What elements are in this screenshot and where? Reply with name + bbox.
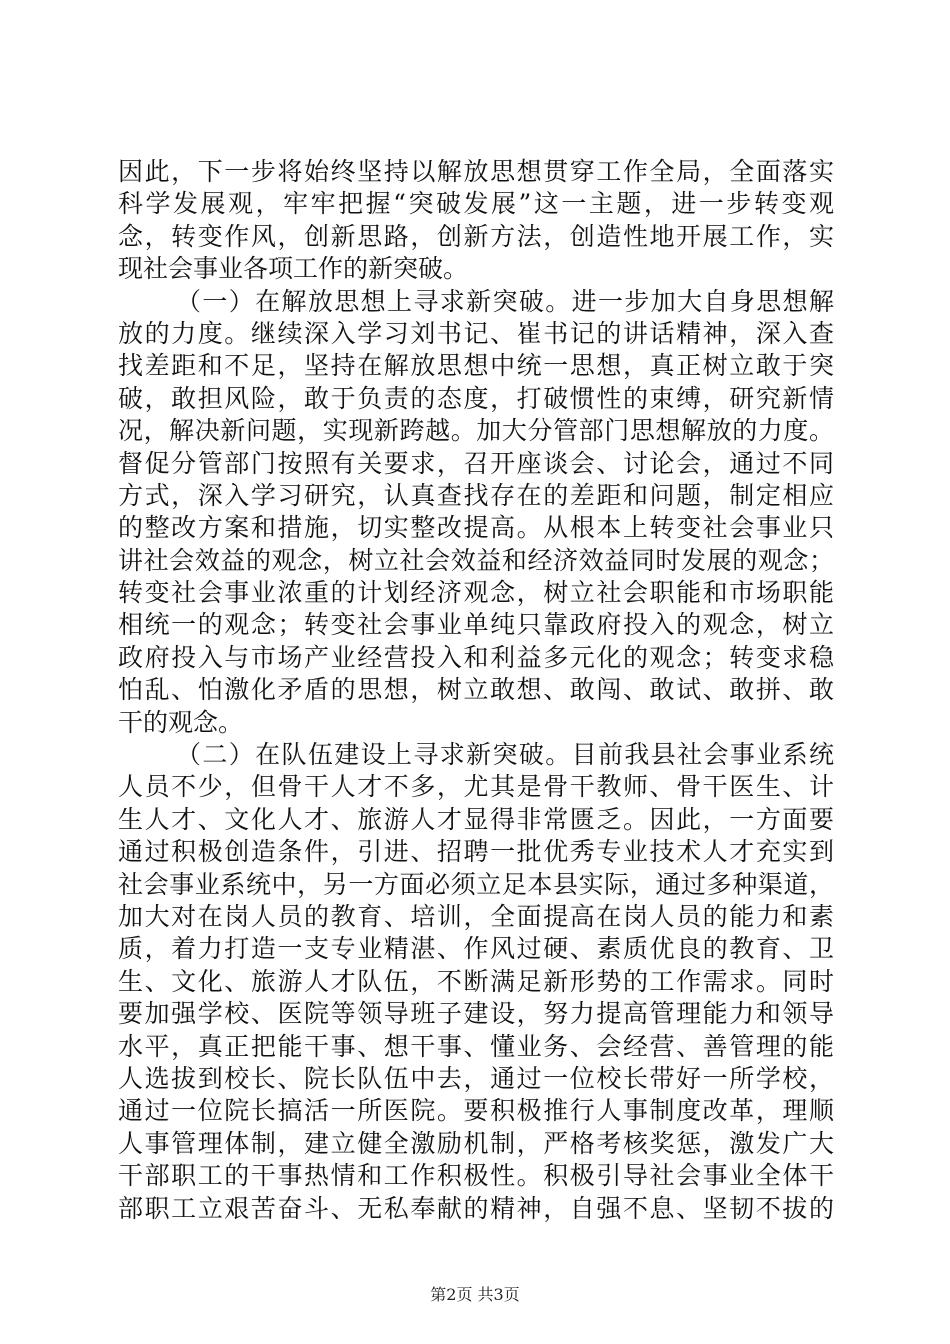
text-line: 生、文化、旅游人才队伍，不断满足新形势的工作需求。同时: [118, 966, 834, 996]
text-line: 怕乱、怕激化矛盾的思想，树立敢想、敢闯、敢试、敢拼、敢: [118, 675, 834, 705]
text-line: 破，敢担风险，敢于负责的态度，打破惯性的束缚，研究新情: [118, 383, 834, 413]
text-line: 干部职工的干事热情和工作积极性。积极引导社会事业全体干: [118, 1161, 834, 1191]
text-line: 放的力度。继续深入学习刘书记、崔书记的讲话精神，深入查: [118, 318, 834, 348]
text-line: 况，解决新问题，实现新跨越。加大分管部门思想解放的力度。: [118, 416, 834, 446]
text-line: 水平，真正把能干事、想干事、懂业务、会经营、善管理的能: [118, 1031, 834, 1061]
text-line: 通过积极创造条件，引进、招聘一批优秀专业技术人才充实到: [118, 837, 834, 867]
page-number-label: 第2页 共3页: [430, 1285, 520, 1304]
text-line: 人事管理体制，建立健全激励机制，严格考核奖惩，激发广大: [118, 1128, 834, 1158]
text-line: 通过一位院长搞活一所医院。要积极推行人事制度改革，理顺: [118, 1096, 834, 1126]
text-line: 方式，深入学习研究，认真查找存在的差距和问题，制定相应: [118, 480, 834, 510]
text-line: 政府投入与市场产业经营投入和利益多元化的观念；转变求稳: [118, 642, 834, 672]
section-1-heading-line: （一）在解放思想上寻求新突破。进一步加大自身思想解: [176, 286, 834, 316]
section-2-heading-line: （二）在队伍建设上寻求新突破。目前我县社会事业系统: [176, 740, 834, 770]
text-line: 人员不少，但骨干人才不多，尤其是骨干教师、骨干医生、计: [118, 772, 834, 802]
text-line: 要加强学校、医院等领导班子建设，努力提高管理能力和领导: [118, 999, 834, 1029]
text-line: 加大对在岗人员的教育、培训，全面提高在岗人员的能力和素: [118, 901, 834, 931]
text-line: 相统一的观念；转变社会事业单纯只靠政府投入的观念，树立: [118, 610, 834, 640]
text-line: 转变社会事业浓重的计划经济观念，树立社会职能和市场职能: [118, 578, 834, 608]
text-line: 督促分管部门按照有关要求，召开座谈会、讨论会，通过不同: [118, 448, 834, 478]
text-line: 质，着力打造一支专业精湛、作风过硬、素质优良的教育、卫: [118, 934, 834, 964]
text-line: 找差距和不足，坚持在解放思想中统一思想，真正树立敢于突: [118, 351, 834, 381]
text-line: 干的观念。: [118, 707, 244, 737]
text-line: 生人才、文化人才、旅游人才显得非常匮乏。因此，一方面要: [118, 804, 834, 834]
text-line: 讲社会效益的观念，树立社会效益和经济效益同时发展的观念；: [118, 545, 834, 575]
text-line: 念，转变作风，创新思路，创新方法，创造性地开展工作，实: [118, 221, 834, 251]
text-line: 人选拔到校长、院长队伍中去，通过一位校长带好一所学校，: [118, 1063, 834, 1093]
page-footer: [0, 1282, 950, 1305]
text-line: 社会事业系统中，另一方面必须立足本县实际，通过多种渠道，: [118, 869, 834, 899]
text-line: 因此，下一步将始终坚持以解放思想贯穿工作全局，全面落实: [118, 157, 834, 186]
text-line: 现社会事业各项工作的新突破。: [118, 254, 469, 284]
text-line: 科学发展观，牢牢把握“突破发展”这一主题，进一步转变观: [118, 189, 834, 219]
text-line: 部职工立艰苦奋斗、无私奉献的精神，自强不息、坚韧不拔的: [118, 1193, 834, 1223]
document-body: [118, 156, 834, 1225]
text-line: 的整改方案和措施，切实整改提高。从根本上转变社会事业只: [118, 513, 834, 543]
